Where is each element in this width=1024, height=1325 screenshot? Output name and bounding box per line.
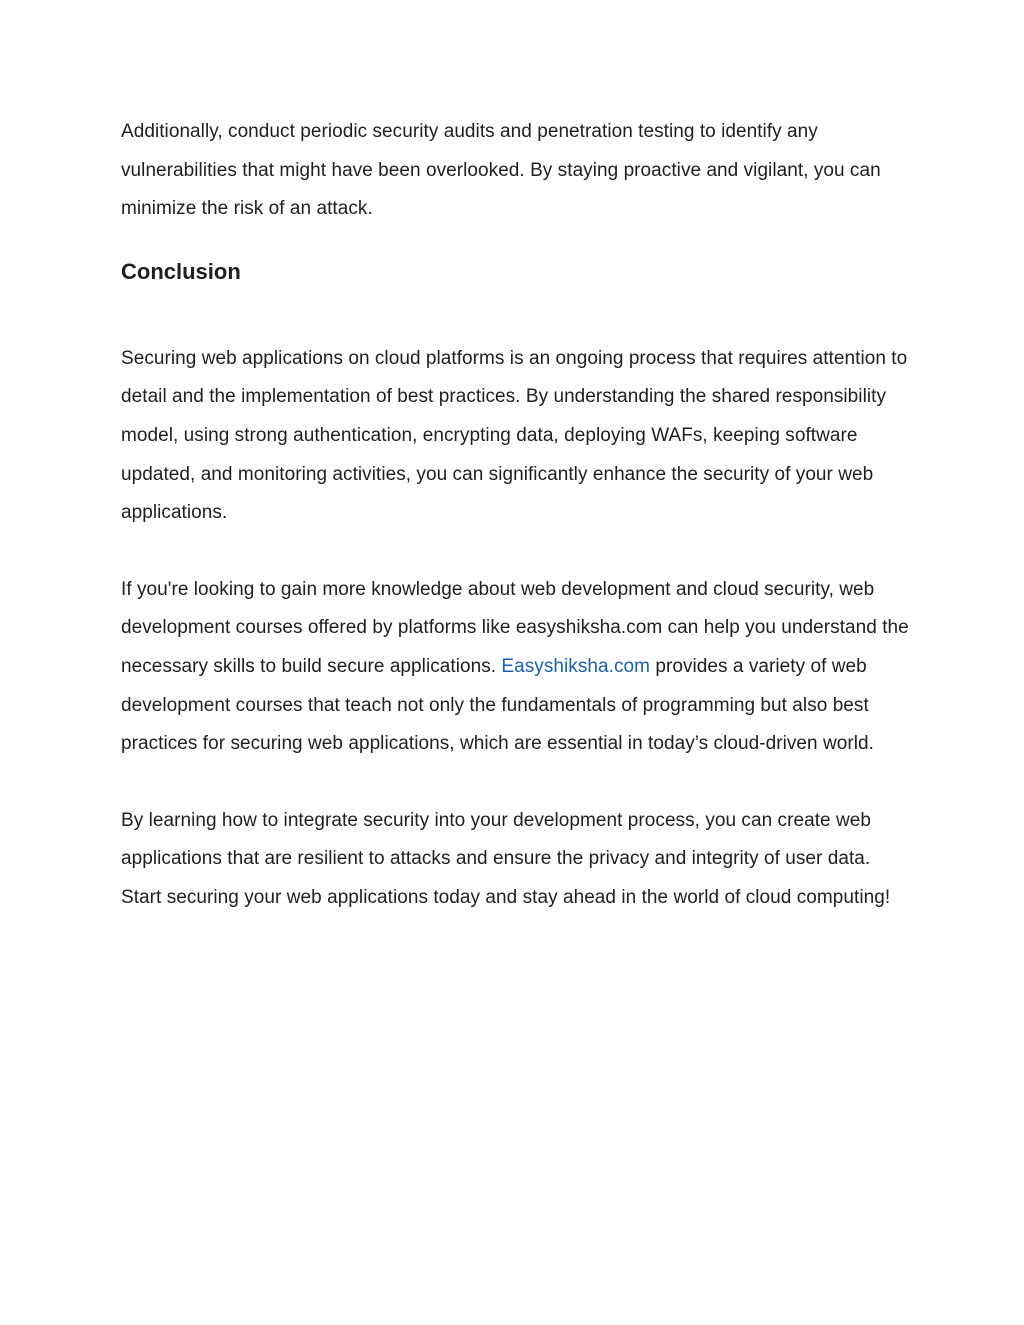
courses-text-after-link: provides a variety of web development courses that teach not only the fundamentals of programming but also best practices for securing web applications, which are essential in today’s cloud-driven world. [121, 655, 874, 755]
courses-paragraph [121, 571, 911, 764]
document-page [121, 113, 911, 918]
conclusion-heading: Conclusion [121, 258, 241, 284]
courses-text-before-link: If you're looking to gain more knowledge about web development and cloud security, web development courses offered by platforms like easyshiksha.com can help you understand the necessary skills to build secure applications. [121, 578, 909, 677]
intro-paragraph: Additionally, conduct periodic security audits and penetration testing to identify any vulnerabilities that might have been overlooked. By staying proactive and vigilant, you can minimize the risk of an attack. [121, 121, 881, 220]
conclusion-paragraph: Securing web applications on cloud platforms is an ongoing process that requires attention to detail and the implementation of best practices. By understanding the shared responsibility model, using strong authentication, encrypting data, deploying WAFs, keeping software updated, and monitoring activities, you can significantly enhance the security of your web applications. [121, 347, 908, 524]
closing-paragraph: By learning how to integrate security into your development process, you can create web applications that are resilient to attacks and ensure the privacy and integrity of user data. Start securing your web applications today and stay ahead in the world of cloud computing! [121, 809, 891, 908]
easyshiksha-link[interactable]: Easyshiksha.com [501, 655, 651, 677]
